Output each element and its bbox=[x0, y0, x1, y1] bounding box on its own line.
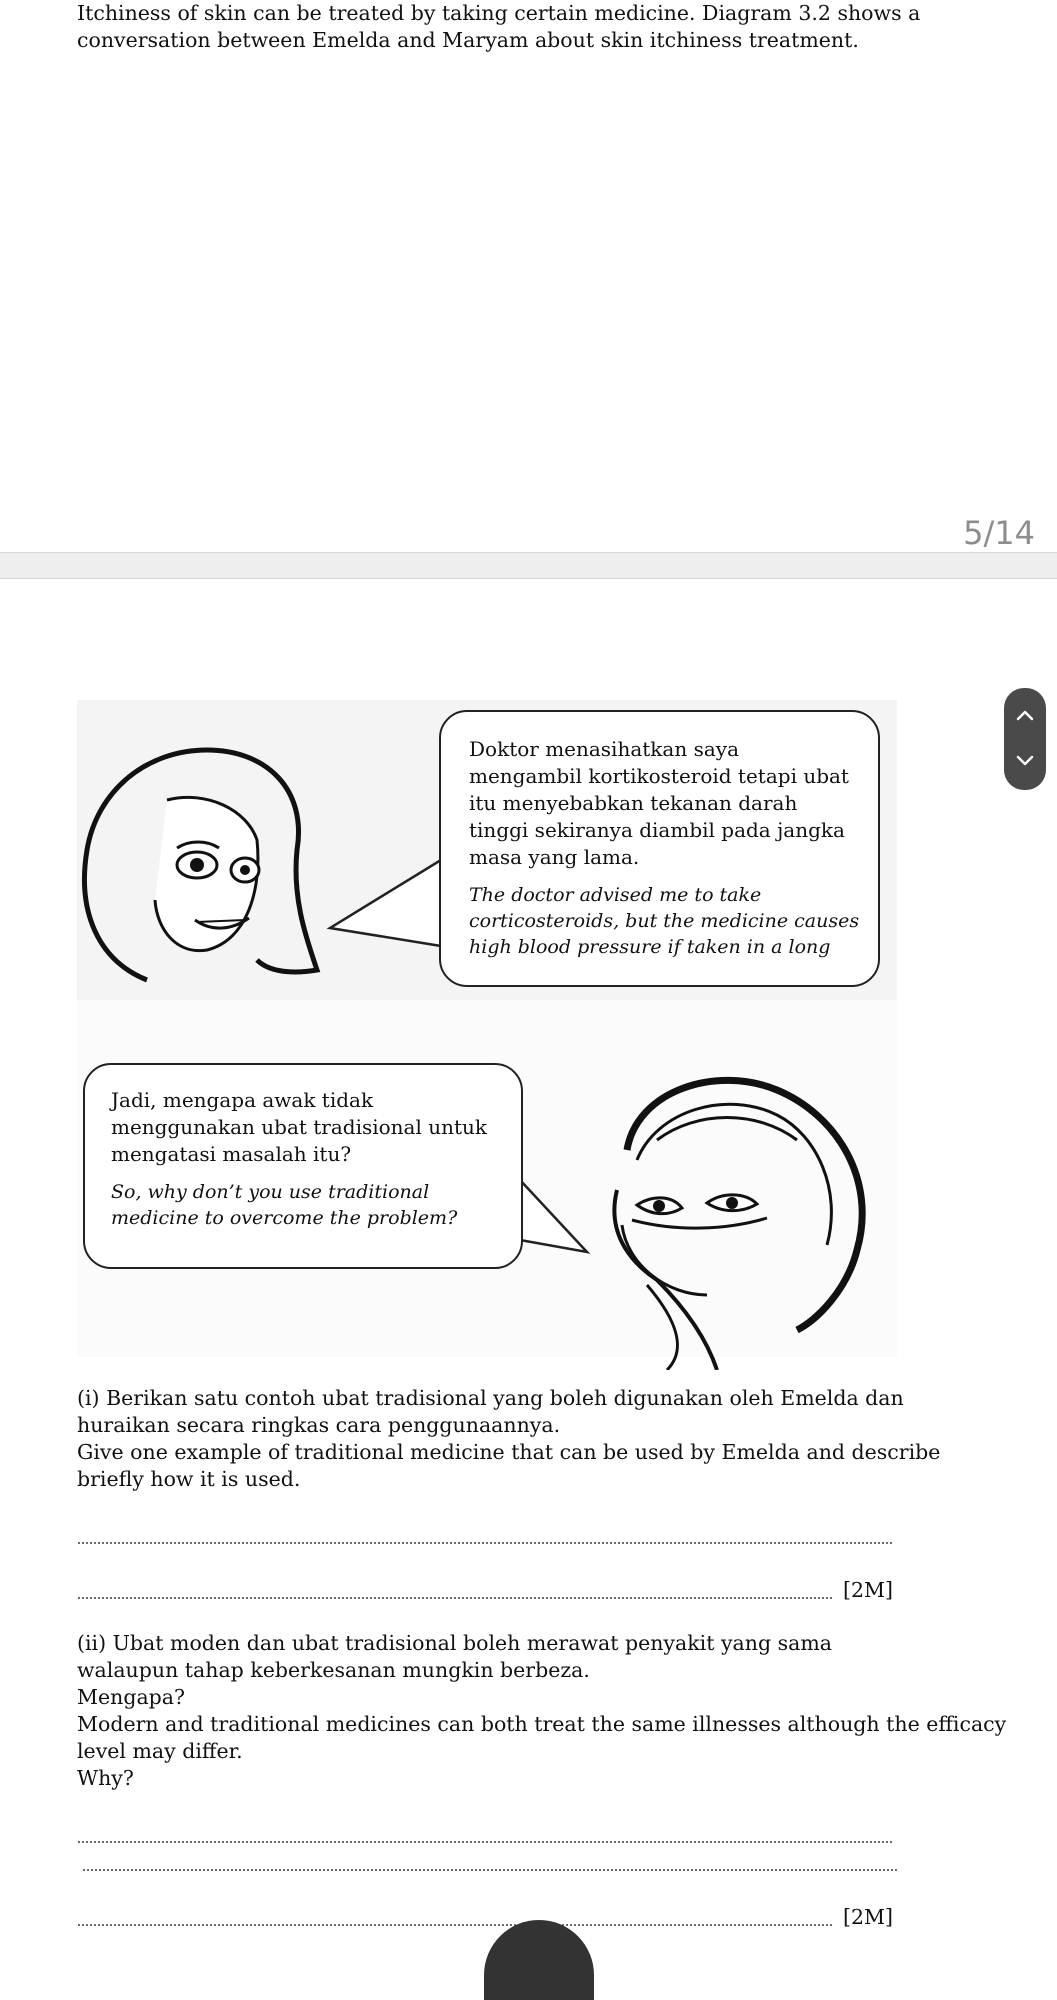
q2-malay-line-1: (ii) Ubat moden dan ubat tradisional boleh merawat penyakit yang sama bbox=[77, 1631, 833, 1655]
intro-line-2: conversation between Emelda and Maryam about skin itchiness treatment. bbox=[77, 28, 859, 52]
q2-english-line-2: level may differ. bbox=[77, 1739, 243, 1763]
bubble1-english bbox=[469, 882, 878, 960]
q1-english-line-2: briefly how it is used. bbox=[77, 1467, 301, 1491]
q1-marks: [2M] bbox=[843, 1578, 894, 1602]
intro-line-1: Itchiness of skin can be treated by taking certain medicine. Diagram 3.2 shows a bbox=[77, 1, 921, 25]
bubble2-malay-3: mengatasi masalah itu? bbox=[111, 1142, 352, 1166]
page-down-button[interactable] bbox=[1004, 738, 1046, 784]
q1-malay-line-1: (i) Berikan satu contoh ubat tradisional yang boleh digunakan oleh Emelda dan bbox=[77, 1386, 904, 1410]
bubble1-english-2: corticosteroids, but the medicine causes bbox=[469, 910, 860, 932]
q2-answer-line-3[interactable] bbox=[77, 1924, 833, 1926]
bubble2-english-2: medicine to overcome the problem? bbox=[111, 1207, 458, 1229]
speech-bubble-emelda bbox=[439, 710, 880, 987]
bubble1-malay-4: tinggi sekiranya diambil pada jangka bbox=[469, 818, 845, 842]
q1-malay-line-2: huraikan secara ringkas cara penggunaannya. bbox=[77, 1413, 561, 1437]
bubble1-english-1: The doctor advised me to take bbox=[469, 884, 762, 906]
bubble2-malay-2: menggunakan ubat tradisional untuk bbox=[111, 1115, 488, 1139]
page-top bbox=[0, 0, 1057, 552]
bubble1-malay-3: itu menyebabkan tekanan darah bbox=[469, 791, 798, 815]
page-indicator: 5/14 bbox=[963, 514, 1035, 552]
bubble2-english bbox=[111, 1179, 521, 1231]
diagram-conversation bbox=[77, 700, 897, 1357]
chevron-down-icon bbox=[1016, 755, 1034, 767]
bubble1-malay-5: masa yang lama. bbox=[469, 845, 640, 869]
q2-answer-line-1[interactable] bbox=[77, 1841, 892, 1843]
page-nav-control bbox=[1004, 688, 1046, 790]
q2-english-line-1: Modern and traditional medicines can both treat the same illnesses although the efficacy bbox=[77, 1712, 1007, 1736]
woman-hijab-illustration bbox=[597, 1070, 897, 1370]
page-gap bbox=[0, 552, 1057, 579]
q1-answer-line-2[interactable] bbox=[77, 1597, 833, 1599]
q2-malay-line-3: Mengapa? bbox=[77, 1685, 186, 1709]
intro-text bbox=[77, 0, 997, 54]
q1-english-line-1: Give one example of traditional medicine that can be used by Emelda and describe bbox=[77, 1440, 941, 1464]
bubble1-malay-2: mengambil kortikosteroid tetapi ubat bbox=[469, 764, 849, 788]
q2-answer-line-2[interactable] bbox=[82, 1869, 897, 1871]
q2-english-line-3: Why? bbox=[77, 1766, 134, 1790]
chevron-up-icon bbox=[1016, 709, 1034, 721]
speech-bubble-maryam bbox=[83, 1063, 523, 1269]
q2-marks: [2M] bbox=[843, 1905, 894, 1929]
bubble2-english-1: So, why don’t you use traditional bbox=[111, 1181, 430, 1203]
q2-malay-line-2: walaupun tahap keberkesanan mungkin berbeza. bbox=[77, 1658, 590, 1682]
bubble2-malay-1: Jadi, mengapa awak tidak bbox=[111, 1088, 374, 1112]
bottom-scroll-handle[interactable] bbox=[484, 1920, 594, 2000]
page-up-button[interactable] bbox=[1004, 692, 1046, 738]
q1-answer-line-1[interactable] bbox=[77, 1542, 892, 1544]
bubble1-english-3: high blood pressure if taken in a long bbox=[469, 936, 831, 958]
bubble1-malay-1: Doktor menasihatkan saya bbox=[469, 737, 739, 761]
